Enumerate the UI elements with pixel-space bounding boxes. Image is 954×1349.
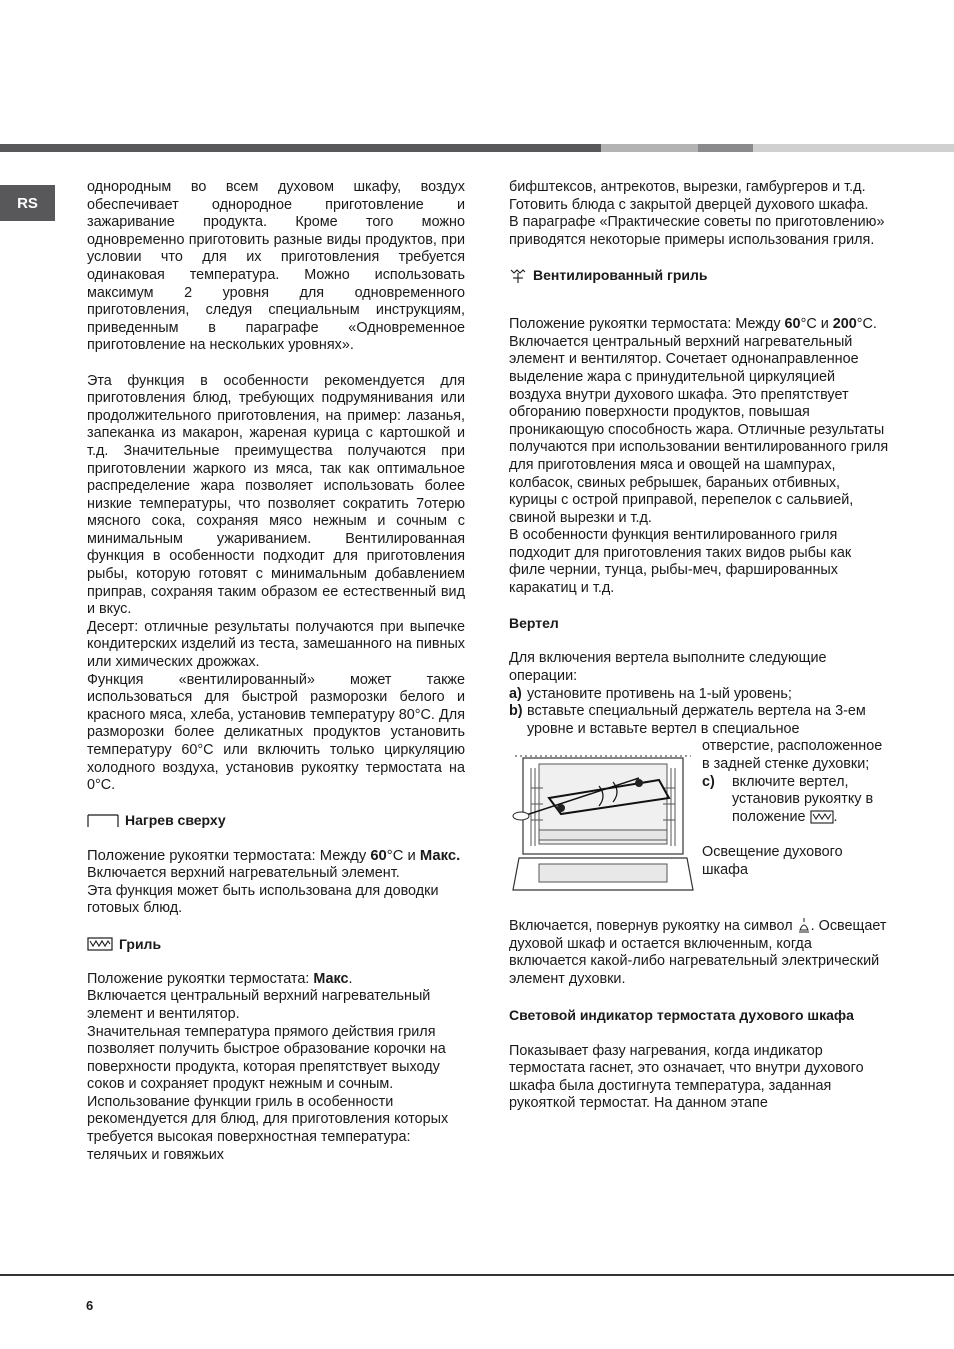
- fan-grill-icon: [509, 268, 527, 284]
- thermostat-position: [509, 316, 889, 334]
- list-item: [509, 686, 889, 704]
- paragraph: Включается центральный верхний нагревательный элемент и вентилятор. Сочетает однонаправленное выделение жара с принудительной циркуляцией воздуха внутри духового шкафа. Это препятствует обгоранию поверхности продуктов, повышая проникающую способность жара. Отличные результаты получаются при использовании вентилированного гриля для приготовления мяса и овощей на шампурах, колбасок, свиных ребрышек, бараньих отбивных, курицы с острой приправой, перепелок с сальвией, свиной вырезки и т.д.: [509, 333, 889, 526]
- footer-divider: [0, 1274, 954, 1276]
- paragraph: Эта функция в особенности рекомендуется для приготовления блюд, требующих подрумянивания или продолжительного приготовления, на пример: лазанья, запеканка из макарон, жареная курица с картошкой и т.д. Значительные преимущества получаются при приготовлении жаркого из мяса, так как оптимальное распределение жара позволяет использовать более низкие температуры, что позволяет сократить 7отерю мясного сока, сохраняя мясо нежным и сочным с минимальным ужариванием. Вентилированная функция в особенности подходит для приготовления рыбы, которую готовят с минимальным добавлением приправ, сохраняя таким образом ее естественный вид и вкус.: [87, 372, 465, 618]
- left-column: [87, 179, 465, 1164]
- list-marker: b): [509, 703, 523, 720]
- subheading-oven-light: Освещение духового шкафа: [702, 843, 843, 878]
- paragraph: однородным во всем духовом шкафу, воздух обеспечивает однородное приготовление и зажаривание продукта. Кроме того можно одновременно приготовить разные виды продуктов, при условии что для их приготовления требуется одинаковая температура. Можно использовать максимум 2 уровня для одновременного приготовления, следуя специальным инструкциям, приведенным в параграфе «Одновременное приготовление на нескольких уровнях».: [87, 179, 465, 354]
- section-heading-indicator: [509, 1006, 889, 1025]
- text: Положение рукоятки термостата: Между: [87, 847, 371, 864]
- paragraph: Готовить блюда с закрытой дверцей духового шкафа.: [509, 196, 869, 213]
- value: 60: [784, 316, 801, 333]
- text: °С.: [856, 316, 877, 333]
- heading-text: Вертел: [509, 615, 559, 632]
- list-text: установите противень на 1-ый уровень;: [527, 685, 792, 702]
- header-bar-seg-1: [0, 144, 601, 152]
- paragraph: В особенности функция вентилированного гриля подходит для приготовления таких видов рыбы как филе чернии, тунца, рыбы-меч, фаршированных каракатиц и т.д.: [509, 527, 852, 597]
- header-bar-seg-3: [698, 144, 753, 152]
- language-label: RS: [17, 194, 38, 212]
- paragraph: Значительная температура прямого действия гриля позволяет получить быстрое образование корочки на поверхности продукта, которая препятствует выходу соков и сохраняет продукт нежным и сочным. Использование функции гриль в особенности рекомендуется для блюд, для приготовления которых требуется высокая поверхностная температура: телячьих и говяжьих: [87, 1023, 449, 1163]
- paragraph: В параграфе «Практические советы по приготовлению» приводятся некоторые примеры использования гриля.: [509, 214, 885, 248]
- grill-icon: [810, 810, 834, 824]
- page-number: 6: [86, 1298, 94, 1313]
- value: Макс.: [419, 847, 461, 864]
- paragraph: Эта функция может быть использована для доводки готовых блюд.: [87, 882, 439, 917]
- oven-illustration: [509, 738, 696, 898]
- section-heading-grill: [87, 936, 465, 954]
- list-item: [702, 774, 889, 827]
- spit-figure-block: [509, 738, 889, 904]
- thermostat-position: [87, 971, 465, 989]
- header-bar: [0, 144, 954, 152]
- section-heading-top-heat: [87, 812, 465, 830]
- header-bar-seg-4: [753, 144, 954, 152]
- grill-icon: [87, 937, 113, 951]
- header-bar-seg-2: [601, 144, 698, 152]
- paragraph: Включается верхний нагревательный элемент.: [87, 865, 400, 882]
- text: Положение рукоятки термостата:: [87, 970, 314, 987]
- top-heat-icon: [87, 814, 119, 828]
- section-heading-spit: [509, 615, 889, 633]
- section-heading-fan-grill: [509, 267, 889, 285]
- heading-text: Гриль: [119, 935, 162, 952]
- text: .: [833, 808, 838, 825]
- text: Положение рукоятки термостата: Между: [509, 316, 785, 333]
- right-column: [509, 179, 889, 1113]
- paragraph: бифштексов, антрекотов, вырезки, гамбургеров и т.д.: [509, 179, 866, 195]
- paragraph: Функция «вентилированный» может также использоваться для быстрой разморозки белого и красного мяса, хлеба, установив температуру 80°С. Для разморозки более деликатных продуктов установить температуру 60°С или включить только циркуляцию холодного воздуха, установив рукоятку термостата на 0°С.: [87, 671, 465, 794]
- paragraph: [509, 918, 889, 988]
- spit-steps: [509, 686, 889, 739]
- paragraph: Включается центральный верхний нагревательный элемент и вентилятор.: [87, 988, 431, 1022]
- list-text: вставьте специальный держатель вертела на 3-ем уровне и вставьте вертел в специальное: [527, 703, 866, 737]
- language-tab: [0, 185, 55, 221]
- paragraph: Десерт: отличные результаты получаются при выпечке кондитерских изделий из теста, замешанного на пивных или химических дрожжах.: [87, 618, 465, 671]
- spit-step-continuation: [702, 738, 889, 904]
- list-item: [509, 703, 889, 738]
- text: °С и: [800, 316, 833, 333]
- list-text: отверстие, расположенное в задней стенке духовки;: [702, 738, 883, 772]
- heading-text: Вентилированный гриль: [533, 266, 708, 283]
- paragraph: Показывает фазу нагревания, когда индикатор термостата гаснет, это означает, что внутри духового шкафа была достигнута температура, заданная рукояткой термостат. На данном этапе: [509, 1042, 864, 1112]
- text: °С и: [386, 847, 420, 864]
- list-text: [732, 774, 889, 827]
- thermostat-position: [87, 848, 465, 866]
- value: Макс: [313, 970, 349, 987]
- text: Включается, повернув рукоятку на символ: [509, 918, 793, 934]
- heading-text: Световой индикатор термостата духового шкафа: [509, 1006, 854, 1023]
- list-marker: c): [702, 773, 715, 790]
- text: включите вертел, установив рукоятку в положение: [732, 773, 874, 825]
- paragraph: Для включения вертела выполните следующие операции:: [509, 650, 827, 685]
- list-marker: a): [509, 685, 522, 702]
- heading-text: Нагрев сверху: [125, 812, 226, 829]
- value: 60: [370, 847, 387, 864]
- text: .: [348, 970, 353, 987]
- lamp-icon: [797, 918, 811, 934]
- value: 200: [832, 316, 857, 333]
- text: . Освещает духовой шкаф и остается включенным, когда включается какой-либо нагревательный электрический элемент духовки.: [509, 918, 887, 987]
- oven-rotisserie-illustration: [509, 738, 696, 904]
